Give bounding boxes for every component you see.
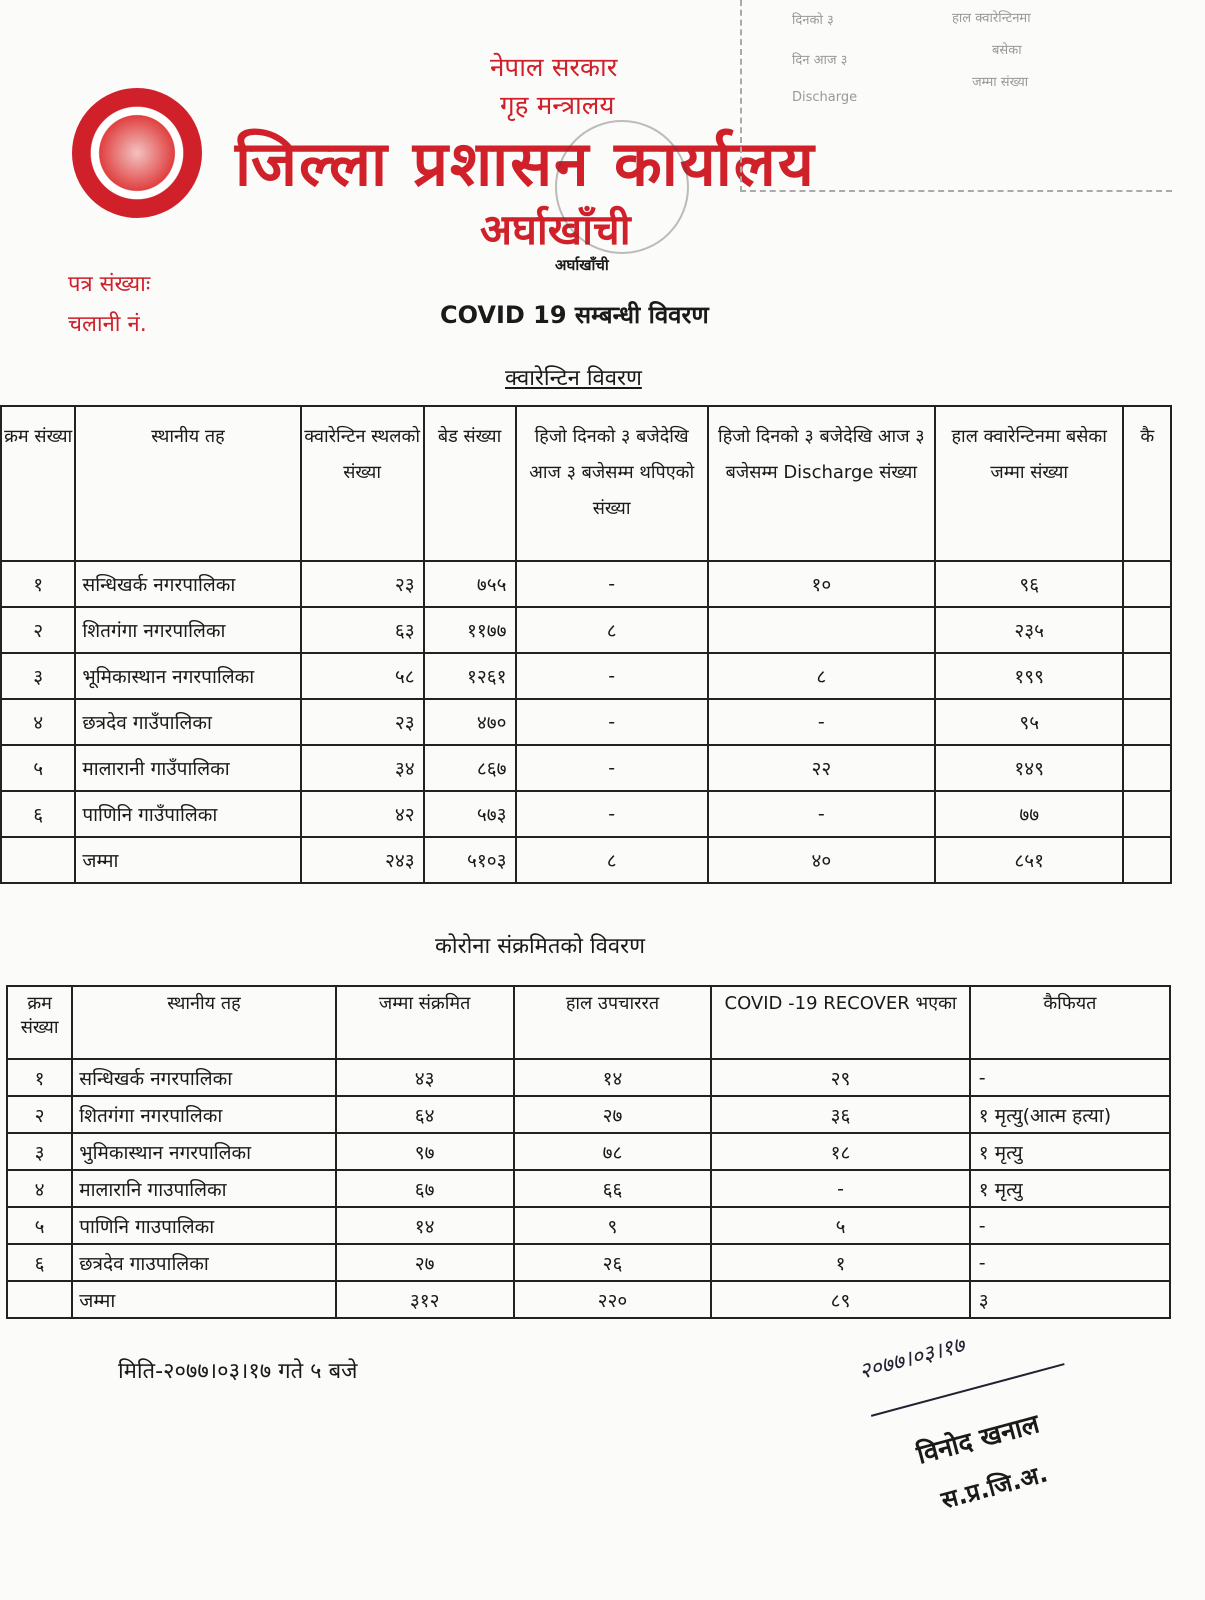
table-cell: २: [1, 607, 75, 653]
table-cell: २७: [514, 1096, 712, 1133]
office-name: जिल्ला प्रशासन कार्यालय: [235, 127, 816, 200]
table-cell: -: [516, 699, 708, 745]
table-cell: [1123, 561, 1171, 607]
table-cell: मालारानी गाउँपालिका: [75, 745, 300, 791]
nepal-emblem-icon: [72, 88, 202, 218]
table-cell: ११७७: [424, 607, 516, 653]
table-cell: ९५: [935, 699, 1124, 745]
table-cell: २: [7, 1096, 72, 1133]
table-cell: [7, 1281, 72, 1318]
stamp-text: Discharge: [792, 90, 858, 105]
table-cell: ३: [970, 1281, 1170, 1318]
table-row: [1, 561, 1171, 607]
table-cell: १: [1, 561, 75, 607]
table-cell: १४: [336, 1207, 514, 1244]
stamp-text: दिन आज ३: [792, 53, 848, 68]
table-cell: ७७: [935, 791, 1124, 837]
table-header-row: [7, 986, 1170, 1059]
quarantine-table: [0, 405, 1172, 884]
table-cell: १८: [711, 1133, 970, 1170]
table-cell: ९६: [935, 561, 1124, 607]
table-row: [1, 653, 1171, 699]
table-cell: २३: [301, 561, 424, 607]
table-cell: -: [970, 1244, 1170, 1281]
stamp-text: बसेका: [992, 43, 1022, 58]
column-header: जम्मा संक्रमित: [336, 986, 514, 1059]
table-cell: २२: [708, 745, 935, 791]
table-cell: ३१२: [336, 1281, 514, 1318]
dispatch-number-label: चलानी नं.: [68, 312, 147, 337]
government-name: नेपाल सरकार: [490, 53, 618, 83]
signatory-designation-stamp: स.प्र.जि.अ.: [938, 1459, 1051, 1515]
table-cell: १: [711, 1244, 970, 1281]
table-row: [1, 607, 1171, 653]
quarantine-section-title: क्वारेन्टिन विवरण: [505, 366, 642, 391]
faded-stamp-area: [740, 0, 1172, 192]
table-cell: ६४: [336, 1096, 514, 1133]
column-header: स्थानीय तह: [72, 986, 335, 1059]
table-cell: ९: [514, 1207, 712, 1244]
table-cell: १ मृत्यु: [970, 1170, 1170, 1207]
table-cell: -: [708, 791, 935, 837]
table-cell: १०: [708, 561, 935, 607]
table-cell: [1123, 837, 1171, 883]
table-cell: ६६: [514, 1170, 712, 1207]
table-cell: [1, 837, 75, 883]
column-header: हाल क्वारेन्टिनमा बसेका जम्मा संख्या: [935, 406, 1124, 561]
table-cell: ८९: [711, 1281, 970, 1318]
table-cell: ४: [1, 699, 75, 745]
table-cell: पाणिनि गाउँपालिका: [75, 791, 300, 837]
table-cell: छत्रदेव गाउपालिका: [72, 1244, 335, 1281]
column-header: क्रम संख्या: [7, 986, 72, 1059]
table-cell: ५८: [301, 653, 424, 699]
table-cell: -: [516, 653, 708, 699]
table-cell: ५: [711, 1207, 970, 1244]
table-cell: ५: [1, 745, 75, 791]
table-cell: भूमिकास्थान नगरपालिका: [75, 653, 300, 699]
table-cell: -: [970, 1207, 1170, 1244]
table-cell: २७: [336, 1244, 514, 1281]
table-cell: ७८: [514, 1133, 712, 1170]
column-header: क्वारेन्टिन स्थलको संख्या: [301, 406, 424, 561]
table-cell: २४३: [301, 837, 424, 883]
report-date: मिति-२०७७।०३।१७ गते ५ बजे: [118, 1359, 358, 1384]
table-cell: छत्रदेव गाउँपालिका: [75, 699, 300, 745]
column-header: स्थानीय तह: [75, 406, 300, 561]
table-cell: -: [711, 1170, 970, 1207]
table-cell: २३: [301, 699, 424, 745]
table-cell: ८६७: [424, 745, 516, 791]
table-cell: ८: [516, 837, 708, 883]
table-cell: ४०: [708, 837, 935, 883]
table-cell: जम्मा: [75, 837, 300, 883]
table-cell: ५७३: [424, 791, 516, 837]
table-cell: -: [970, 1059, 1170, 1096]
table-cell: [1123, 653, 1171, 699]
stamp-text: हाल क्वारेन्टिनमा: [952, 11, 1031, 26]
table-cell: १९९: [935, 653, 1124, 699]
table-cell: ४७०: [424, 699, 516, 745]
table-cell: १२६१: [424, 653, 516, 699]
table-cell: -: [708, 699, 935, 745]
letter-number-label: पत्र संख्याः: [68, 272, 151, 297]
table-cell: मालारानि गाउपालिका: [72, 1170, 335, 1207]
table-row: [7, 1096, 1170, 1133]
table-row: [7, 1244, 1170, 1281]
table-cell: सन्धिखर्क नगरपालिका: [72, 1059, 335, 1096]
table-cell: २६: [514, 1244, 712, 1281]
table-cell: सन्धिखर्क नगरपालिका: [75, 561, 300, 607]
total-row: [1, 837, 1171, 883]
signatory-name-stamp: विनोद खनाल: [913, 1409, 1043, 1471]
table-cell: शितगंगा नगरपालिका: [75, 607, 300, 653]
table-cell: ७५५: [424, 561, 516, 607]
table-row: [7, 1133, 1170, 1170]
table-cell: १ मृत्यु: [970, 1133, 1170, 1170]
column-header: COVID -19 RECOVER भएका: [711, 986, 970, 1059]
table-cell: ६: [7, 1244, 72, 1281]
table-cell: ९७: [336, 1133, 514, 1170]
table-cell: [708, 607, 935, 653]
table-cell: ४३: [336, 1059, 514, 1096]
column-header: कैफियत: [970, 986, 1170, 1059]
table-cell: ३६: [711, 1096, 970, 1133]
table-cell: २२०: [514, 1281, 712, 1318]
table-cell: १४: [514, 1059, 712, 1096]
column-header: हिजो दिनको ३ बजेदेखि आज ३ बजेसम्म थपिएको संख्या: [516, 406, 708, 561]
table-cell: ४२: [301, 791, 424, 837]
table-cell: [1123, 699, 1171, 745]
table-cell: पाणिनि गाउपालिका: [72, 1207, 335, 1244]
table-cell: [1123, 791, 1171, 837]
stamp-text: दिनको ३: [792, 13, 834, 28]
table-row: [7, 1170, 1170, 1207]
table-cell: भुमिकास्थान नगरपालिका: [72, 1133, 335, 1170]
table-cell: [1123, 607, 1171, 653]
table-cell: -: [516, 791, 708, 837]
seal-text: अर्घाखाँची: [555, 256, 609, 274]
table-row: [1, 699, 1171, 745]
table-cell: ३: [7, 1133, 72, 1170]
stamp-text: जम्मा संख्या: [972, 75, 1029, 90]
table-cell: ५१०३: [424, 837, 516, 883]
table-cell: ८: [516, 607, 708, 653]
column-header: क्रम संख्या: [1, 406, 75, 561]
table-cell: -: [516, 561, 708, 607]
column-header: हाल उपचाररत: [514, 986, 712, 1059]
ministry-name: गृह मन्त्रालय: [500, 91, 615, 121]
table-cell: १: [7, 1059, 72, 1096]
table-cell: २३५: [935, 607, 1124, 653]
column-header: कै: [1123, 406, 1171, 561]
office-seal-icon: [555, 120, 689, 254]
table-row: [1, 791, 1171, 837]
table-cell: [1123, 745, 1171, 791]
table-cell: ४: [7, 1170, 72, 1207]
table-cell: ३: [1, 653, 75, 699]
table-row: [7, 1059, 1170, 1096]
column-header: बेड संख्या: [424, 406, 516, 561]
table-cell: २९: [711, 1059, 970, 1096]
table-cell: ८५१: [935, 837, 1124, 883]
document-title: COVID 19 सम्बन्धी विवरण: [440, 301, 709, 329]
infected-section-title: कोरोना संक्रमितको विवरण: [435, 934, 646, 959]
table-cell: ६: [1, 791, 75, 837]
infected-table: [6, 985, 1171, 1319]
table-cell: ६३: [301, 607, 424, 653]
column-header: हिजो दिनको ३ बजेदेखि आज ३ बजेसम्म Discharge संख्या: [708, 406, 935, 561]
table-cell: -: [516, 745, 708, 791]
table-cell: शितगंगा नगरपालिका: [72, 1096, 335, 1133]
table-cell: ५: [7, 1207, 72, 1244]
table-row: [7, 1207, 1170, 1244]
table-header-row: [1, 406, 1171, 561]
handwritten-signature: २०७७।०३।१७: [855, 1305, 1064, 1417]
table-cell: ८: [708, 653, 935, 699]
table-cell: जम्मा: [72, 1281, 335, 1318]
table-row: [1, 745, 1171, 791]
table-cell: ३४: [301, 745, 424, 791]
table-cell: ६७: [336, 1170, 514, 1207]
table-cell: १ मृत्यु(आत्म हत्या): [970, 1096, 1170, 1133]
total-row: [7, 1281, 1170, 1318]
table-cell: १४९: [935, 745, 1124, 791]
district-name: अर्घाखाँची: [480, 205, 631, 254]
